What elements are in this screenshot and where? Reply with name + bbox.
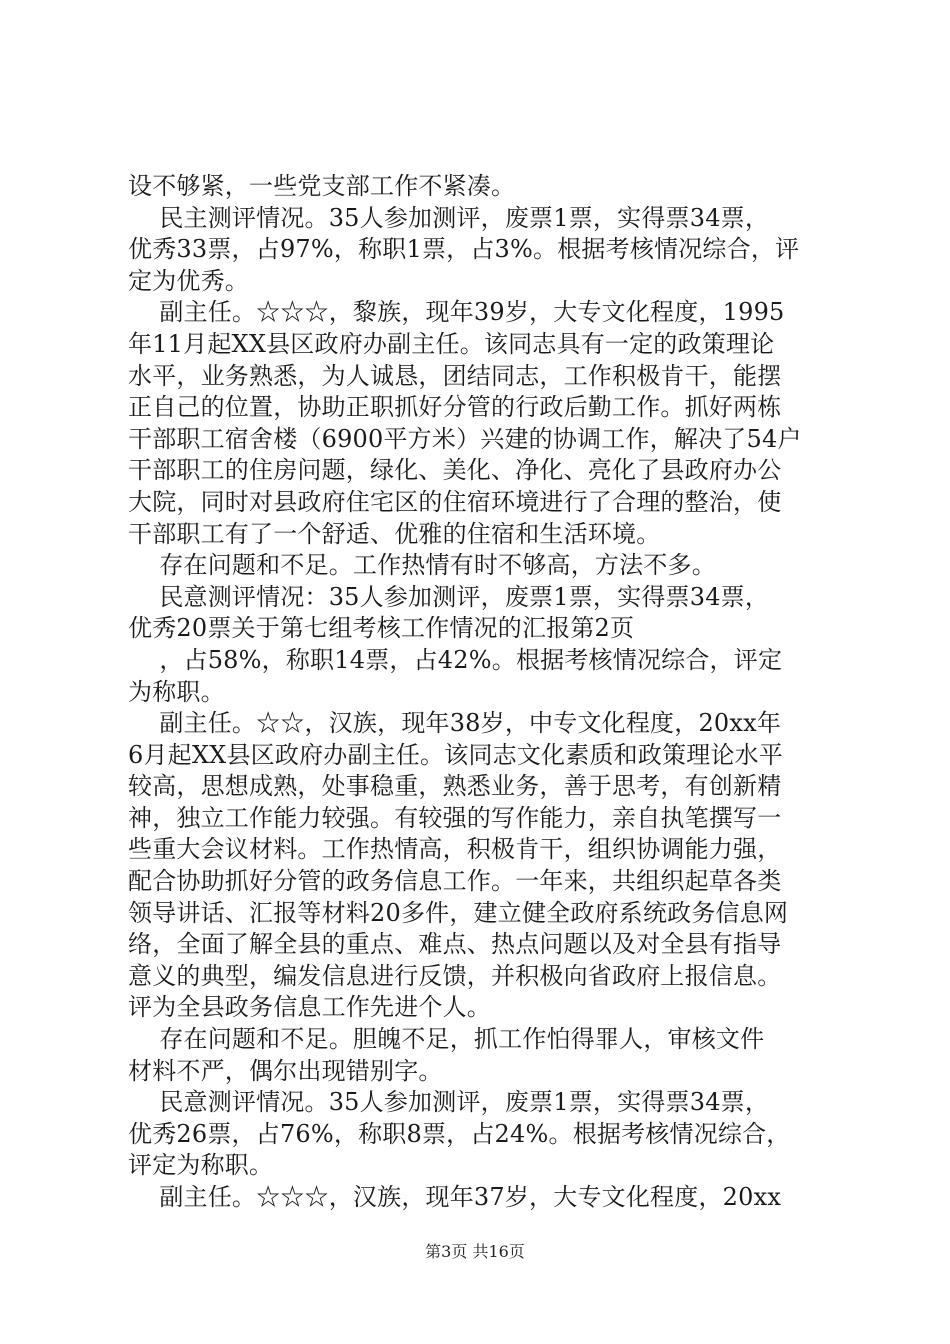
text-line: 6月起XX县区政府办副主任。该同志文化素质和政策理论水平 — [128, 740, 784, 769]
page-number-footer: 第3页 共16页 — [425, 1242, 525, 1261]
text-line: 存在问题和不足。胆魄不足，抓工作怕得罪人，审核文件 — [128, 1025, 765, 1054]
text-line: 大院，同时对县政府住宅区的住宿环境进行了合理的整治，使 — [128, 487, 782, 516]
text-line: 正自己的位置，协助正职抓好分管的行政后勤工作。抓好两栋 — [128, 393, 782, 422]
text-line: 干部职工有了一个舒适、优雅的住宿和生活环境。 — [128, 519, 661, 548]
text-line: 优秀26票，占76%，称职8票，占24%。根据考核情况综合， — [128, 1119, 791, 1148]
text-line: 副主任。☆☆☆，汉族，现年37岁，大专文化程度，20xx — [128, 1183, 782, 1211]
text-line: 评为全县政务信息工作先进个人。 — [128, 993, 491, 1022]
text-line: 民意测评情况：35人参加测评，废票1票，实得票34票， — [128, 582, 770, 611]
text-line: 较高，思想成熟，处事稳重，熟悉业务，善于思考，有创新精 — [128, 772, 782, 801]
text-line: 定为优秀。 — [128, 266, 249, 295]
text-line: 干部职工宿舍楼（6900平方米）兴建的协调工作，解决了54户 — [128, 424, 802, 453]
text-line: 领导讲话、汇报等材料20多件，建立健全政府系统政务信息网 — [128, 898, 789, 927]
text-line: 评定为称职。 — [128, 1151, 274, 1180]
text-line: 为称职。 — [128, 677, 225, 706]
text-line: 材料不严，偶尔出现错别字。 — [128, 1056, 443, 1085]
text-line: 神，独立工作能力较强。有较强的写作能力，亲自执笔撰写一 — [128, 803, 782, 832]
document-body — [128, 171, 838, 1214]
text-line: 民意测评情况。35人参加测评，废票1票，实得票34票， — [128, 1088, 770, 1117]
text-line: 配合协助抓好分管的政务信息工作。一年来，共组织起草各类 — [128, 867, 782, 896]
text-line: 些重大会议材料。工作热情高，积极肯干，组织协调能力强， — [128, 835, 782, 864]
text-line: 络，全面了解全县的重点、难点、热点问题以及对全县有指导 — [128, 930, 782, 959]
text-line: 副主任。☆☆☆，黎族，现年39岁，大专文化程度，1995 — [128, 298, 785, 327]
text-line: 意义的典型，编发信息进行反馈，并积极向省政府上报信息。 — [128, 961, 782, 990]
text-line: 副主任。☆☆，汉族，现年38岁，中专文化程度，20xx年 — [128, 709, 782, 738]
text-line: 优秀33票，占97%，称职1票，占3%。根据考核情况综合，评 — [128, 235, 800, 264]
text-line: 年11月起XX县区政府办副主任。该同志具有一定的政策理论 — [128, 329, 775, 358]
text-line: 水平，业务熟悉，为人诚恳，团结同志，工作积极肯干，能摆 — [128, 361, 782, 390]
text-line: 干部职工的住房问题，绿化、美化、净化、亮化了县政府办公 — [128, 456, 782, 485]
text-line: 存在问题和不足。工作热情有时不够高，方法不多。 — [128, 551, 716, 580]
text-line: 民主测评情况。35人参加测评，废票1票，实得票34票， — [128, 203, 770, 232]
text-line: 优秀20票关于第七组考核工作情况的汇报第2页 — [128, 614, 635, 643]
text-line: ，占58%，称职14票，占42%。根据考核情况综合，评定 — [128, 645, 783, 674]
text-line: 设不够紧，一些党支部工作不紧凑。 — [128, 172, 516, 200]
